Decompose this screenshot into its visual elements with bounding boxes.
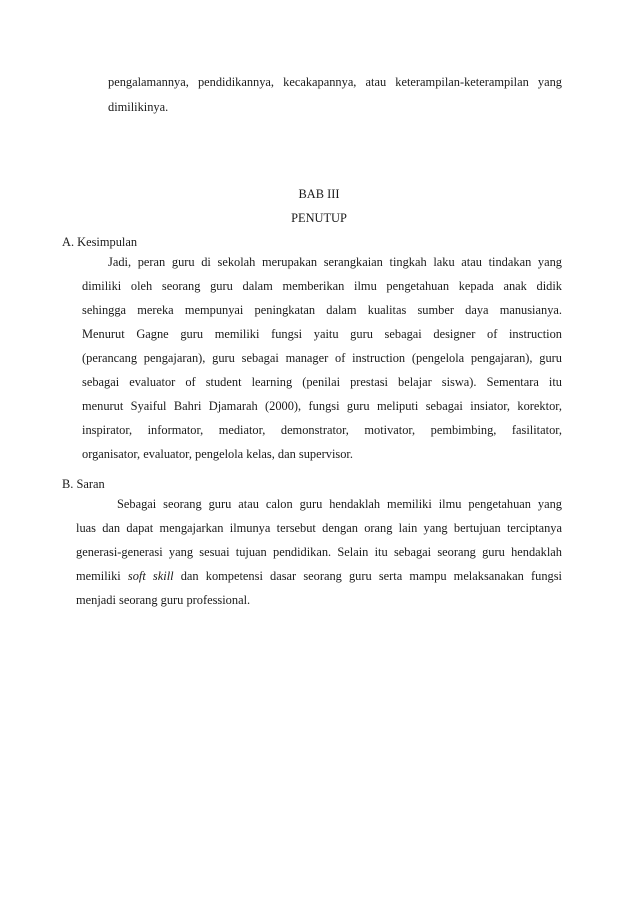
saran-line-4-pre: memiliki <box>76 569 121 583</box>
soft-skill-term: soft skill <box>127 569 174 583</box>
kesimpulan-line-4: Menurut Gagne guru memiliki fungsi yaitu guru sebagai designer of instruction <box>82 327 562 341</box>
saran-line-5: menjadi seorang guru professional. <box>76 593 251 607</box>
saran-line-1: Sebagai seorang guru atau calon guru hendaklah memiliki ilmu pengetahuan yang <box>117 497 562 511</box>
kesimpulan-line-3: sehingga mereka mempunyai peningkatan dalam kualitas sumber daya manusianya. <box>82 303 562 317</box>
kesimpulan-line-1: Jadi, peran guru di sekolah merupakan serangkaian tingkah laku atau tindakan yang <box>108 255 562 269</box>
kesimpulan-line-8: inspirator, informator, mediator, demonstrator, motivator, pembimbing, fasilitator, <box>82 423 562 437</box>
chapter-number: BAB III <box>298 187 340 201</box>
kesimpulan-line-9: organisator, evaluator, pengelola kelas, dan supervisor. <box>82 447 353 461</box>
kesimpulan-line-7: menurut Syaiful Bahri Djamarah (2000), fungsi guru meliputi sebagai insiator, korektor, <box>82 399 562 413</box>
section-heading-saran: B. Saran <box>62 477 105 491</box>
top-paragraph-line-2: dimilikinya. <box>108 100 169 114</box>
saran-line-4-post: dan kompetensi dasar seorang guru serta mampu melaksanakan fungsi <box>180 569 562 583</box>
saran-line-2: luas dan dapat mengajarkan ilmunya tersebut dengan orang lain yang bertujuan terciptanya <box>76 521 562 535</box>
kesimpulan-line-2: dimiliki oleh seorang guru dalam memberikan ilmu pengetahuan kepada anak didik <box>82 279 562 293</box>
top-paragraph-line-1: pengalamannya, pendidikannya, kecakapannya, atau keterampilan-keterampilan yang <box>108 75 562 89</box>
saran-line-3: generasi-generasi yang sesuai tujuan pendidikan. Selain itu sebagai seorang guru hendaklah <box>76 545 562 559</box>
saran-line-4 <box>76 569 562 584</box>
kesimpulan-line-5: (perancang pengajaran), guru sebagai manager of instruction (pengelola pengajaran), guru <box>82 351 562 365</box>
kesimpulan-line-6: sebagai evaluator of student learning (penilai prestasi belajar siswa). Sementara itu <box>82 375 562 389</box>
section-heading-kesimpulan: A. Kesimpulan <box>62 235 138 249</box>
chapter-title: PENUTUP <box>291 211 347 225</box>
